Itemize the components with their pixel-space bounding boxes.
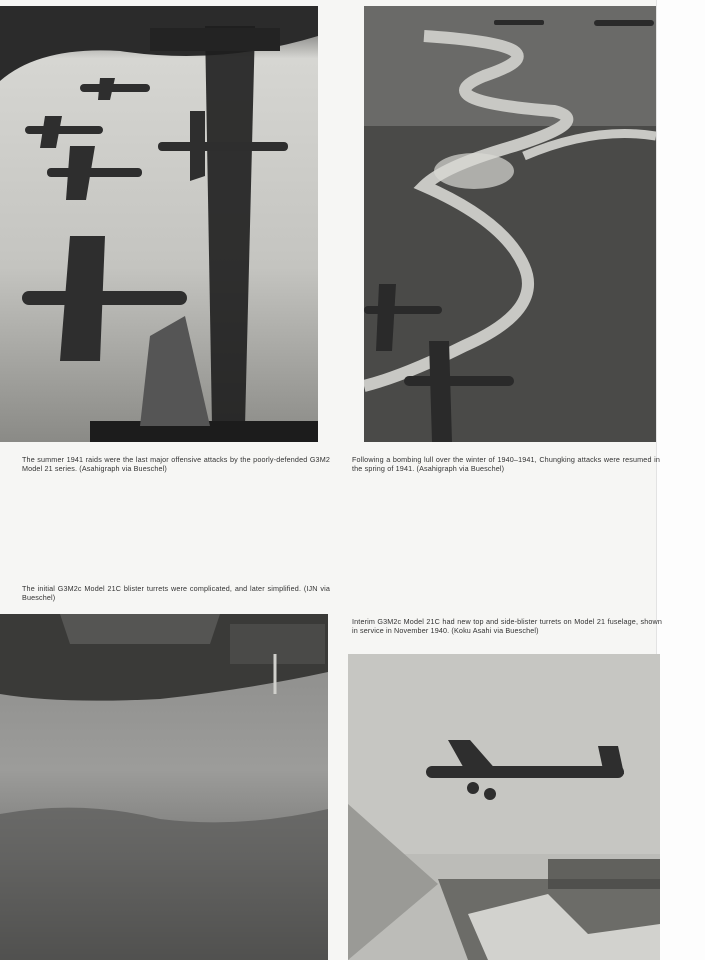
page-right-margin <box>657 0 705 960</box>
caption-bottom-left: The initial G3M2c Model 21C blister turrets were complicated, and later simplified. (IJN via Bueschel) <box>22 584 330 602</box>
photo-bomber-in-service <box>348 654 660 960</box>
caption-top-right: Following a bombing lull over the winter of 1940–1941, Chungking attacks were resumed in the spring of 1941. (Asahigraph via Bueschel) <box>352 455 660 473</box>
photo-blister-turret-view <box>0 614 328 960</box>
caption-bottom-right: Interim G3M2c Model 21C had new top and side-blister turrets on Model 21 fuselage, shown in service in November 1940. (Koku Asahi via Bueschel) <box>352 617 662 635</box>
caption-top-left: The summer 1941 raids were the last major offensive attacks by the poorly-defended G3M2 Model 21 series. (Asahigraph via Bueschel) <box>22 455 330 473</box>
photo-bomber-formation-over-sea <box>0 6 318 442</box>
photo-bombers-over-river <box>364 6 656 442</box>
